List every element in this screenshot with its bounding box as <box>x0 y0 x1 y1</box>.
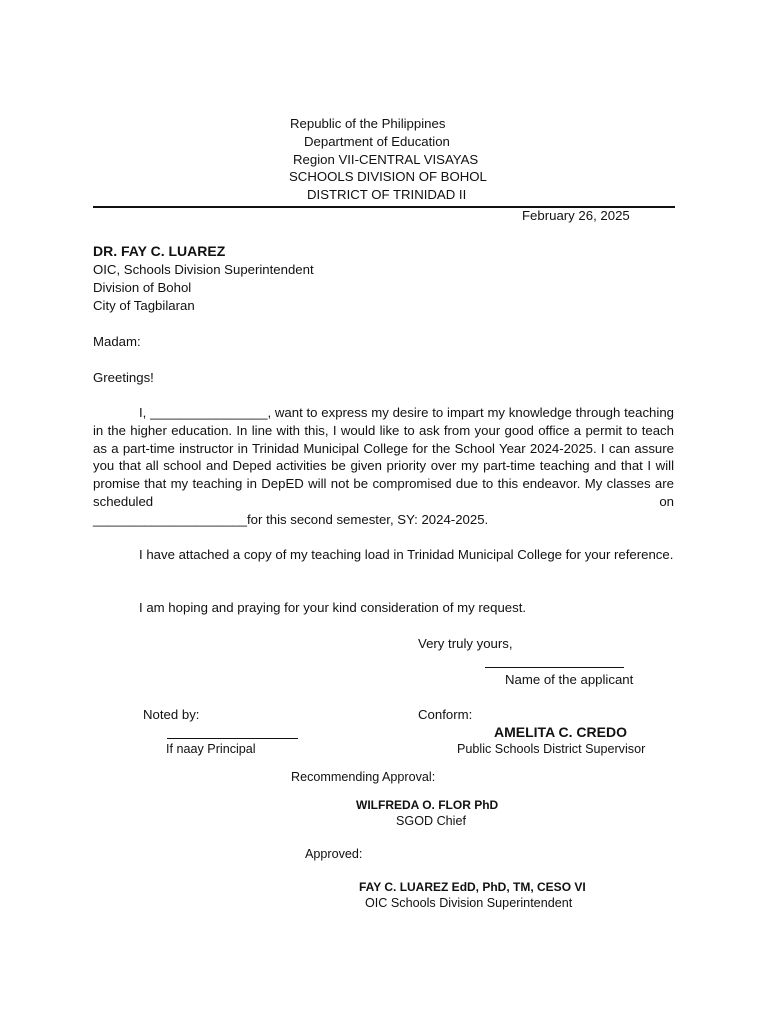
conform-label: Conform: <box>418 707 473 722</box>
body-paragraph-2 <box>93 546 674 564</box>
letterhead-department: Department of Education <box>304 134 450 149</box>
salutation: Madam: <box>93 334 141 349</box>
principal-signature-line <box>167 738 298 739</box>
complimentary-close: Very truly yours, <box>418 636 513 651</box>
recipient-office: Division of Bohol <box>93 280 192 295</box>
recommending-name: WILFREDA O. FLOR PhD <box>356 798 499 812</box>
body-paragraph-2-text: I have attached a copy of my teaching load in Trinidad Municipal College for your reference. <box>139 547 674 562</box>
approved-label: Approved: <box>305 847 363 861</box>
recipient-name: DR. FAY C. LUAREZ <box>93 243 226 259</box>
recipient-city: City of Tagbilaran <box>93 298 195 313</box>
greeting: Greetings! <box>93 370 154 385</box>
recommending-title: SGOD Chief <box>396 814 466 828</box>
body-paragraph-1 <box>93 404 674 529</box>
conform-name: AMELITA C. CREDO <box>494 724 627 740</box>
approved-name: FAY C. LUAREZ EdD, PhD, TM, CESO VI <box>359 880 586 894</box>
principal-title: If naay Principal <box>166 742 256 756</box>
recipient-title: OIC, Schools Division Superintendent <box>93 262 314 277</box>
body-paragraph-1-tail: _____________________for this second semester, SY: 2024-2025. <box>93 511 489 527</box>
letterhead-region: Region VII-CENTRAL VISAYAS <box>293 152 479 167</box>
conform-title: Public Schools District Supervisor <box>457 742 646 756</box>
approved-title: OIC Schools Division Superintendent <box>365 896 573 910</box>
applicant-signature-line <box>485 667 624 668</box>
body-paragraph-1-text: I, ________________, want to express my desire to impart my knowledge through teaching in the higher education. In line with this, I would like to ask from your good office a permit to teach as a part-time instructor in Trinidad Municipal College for the School Year 2024-2025. I can assure you that all school and Deped activities be given priority over my part-time teaching and that I will promise that my teaching in DepED will not be compromised due to this endeavor. My classes are scheduled on <box>93 405 674 509</box>
letterhead-district: DISTRICT OF TRINIDAD II <box>307 187 467 202</box>
noted-by-label: Noted by: <box>143 707 200 722</box>
applicant-label: Name of the applicant <box>505 672 634 687</box>
recommending-label: Recommending Approval: <box>291 770 436 784</box>
letter-date: February 26, 2025 <box>522 208 630 223</box>
letterhead-republic: Republic of the Philippines <box>290 116 446 131</box>
letterhead-division: SCHOOLS DIVISION OF BOHOL <box>289 169 487 184</box>
body-paragraph-3: I am hoping and praying for your kind consideration of my request. <box>139 600 527 615</box>
